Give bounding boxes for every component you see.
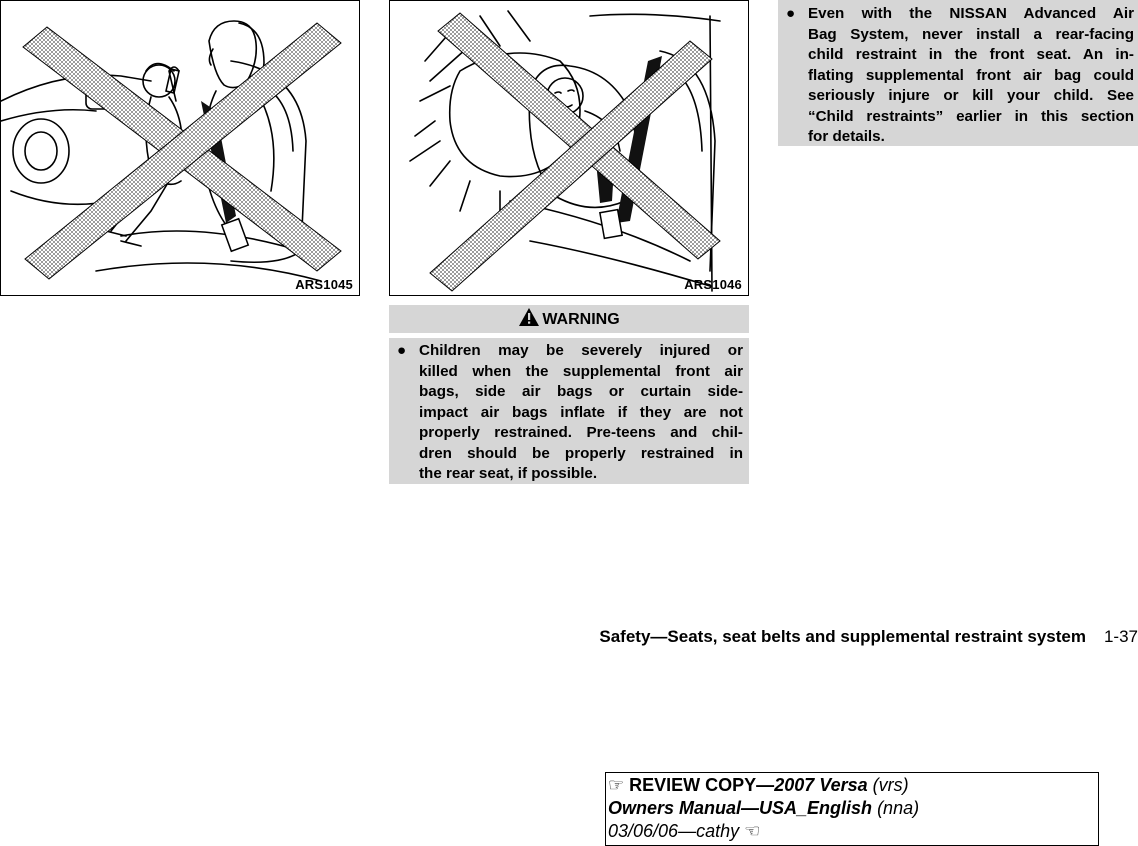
pointing-hand-icon: ☞ [608,775,625,795]
bullet-dot: ● [786,5,796,22]
review-model: 2007 Versa [774,775,868,795]
warning-text [419,341,743,485]
note-text [808,4,1134,148]
warning-line: impact air bags inflate if they are not [419,403,743,421]
section-title: Safety—Seats, seat belts and supplemental restraint system [599,627,1086,646]
illustration-child-standing [1,1,359,295]
warning-line: the rear seat, if possible. [419,465,598,482]
warning-line: Children may be severely injured or [419,342,743,359]
note-line: “Child restraints” earlier in this section [808,107,1134,125]
review-label: REVIEW COPY— [629,775,775,795]
figure-code: ARS1045 [295,277,353,292]
warning-title: WARNING [542,311,620,328]
figure-code: ARS1046 [684,277,742,292]
review-model-code: (vrs) [867,775,909,795]
warning-bullet [395,341,743,485]
note-line: Bag System, never install a rear-facing [808,25,1134,43]
illustration-rear-facing-seat [390,1,748,295]
review-copy-box [605,772,1099,846]
review-line-1 [608,774,1098,797]
review-line-3 [608,820,1098,843]
pointing-hand-left-icon: ☜ [744,821,761,841]
warning-triangle-icon [518,307,540,338]
review-manual: Owners Manual—USA_English [608,798,873,818]
warning-header [389,305,749,333]
warning-line: properly restrained. Pre-teens and chil- [419,424,743,441]
bullet-dot: ● [397,342,407,359]
note-line: seriously injure or kill your child. See [808,87,1134,104]
warning-line: bags, side air bags or curtain side- [419,383,743,400]
note-line: for details. [808,128,885,145]
figure-rear-facing-child-restraint [389,0,749,296]
warning-line: dren should be properly restrained in [419,444,743,462]
review-date: 03/06/06—cathy [608,821,740,841]
warning-body [389,338,749,484]
note-bullet [784,4,1134,148]
note-line: Even with the NISSAN Advanced Air [808,5,1134,22]
review-line-2 [608,797,1098,820]
warning-line: killed when the supplemental front air [419,362,743,380]
figure-child-front-seat-standing [0,0,360,296]
page-footer [599,627,1138,647]
note-line: flating supplemental front air bag could [808,66,1134,84]
note-body [778,0,1138,146]
page-number: 1-37 [1103,627,1138,646]
note-line: child restraint in the front seat. An in- [808,46,1134,63]
review-manual-code: (nna) [872,798,920,818]
